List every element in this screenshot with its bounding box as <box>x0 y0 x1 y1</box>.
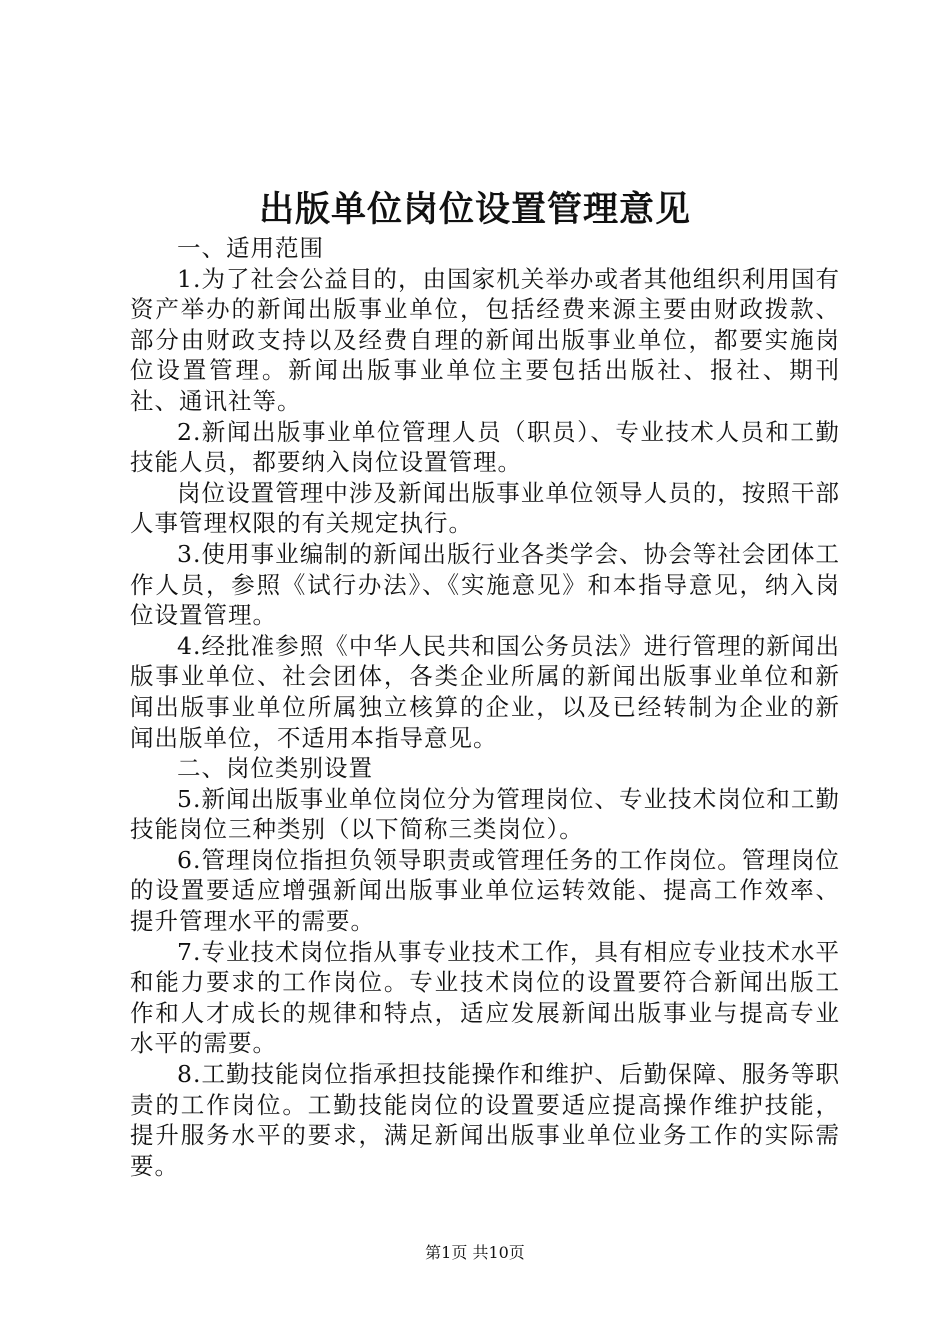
document-body <box>130 233 840 1181</box>
paragraph: 3.使用事业编制的新闻出版行业各类学会、协会等社会团体工作人员，参照《试行办法》、《实施意见》和本指导意见，纳入岗位设置管理。 <box>130 539 840 630</box>
paragraph: 5.新闻出版事业单位岗位分为管理岗位、专业技术岗位和工勤技能岗位三种类别（以下简称三类岗位）。 <box>130 784 840 844</box>
paragraph: 1.为了社会公益目的，由国家机关举办或者其他组织利用国有资产举办的新闻出版事业单位，包括经费来源主要由财政拨款、部分由财政支持以及经费自理的新闻出版事业单位，都要实施岗位设置管理。新闻出版事业单位主要包括出版社、报社、期刊社、通讯社等。 <box>130 264 840 415</box>
page-title: 出版单位岗位设置管理意见 <box>258 189 691 230</box>
paragraph: 8.工勤技能岗位指承担技能操作和维护、后勤保障、服务等职责的工作岗位。工勤技能岗位的设置要适应提高操作维护技能，提升服务水平的要求，满足新闻出版事业单位业务工作的实际需要。 <box>130 1060 840 1180</box>
page-footer: 第1页 共10页 <box>425 1243 525 1262</box>
paragraph: 岗位设置管理中涉及新闻出版事业单位领导人员的，按照干部人事管理权限的有关规定执行。 <box>130 478 840 538</box>
section-heading: 一、适用范围 <box>177 234 324 262</box>
paragraph: 7.专业技术岗位指从事专业技术工作，具有相应专业技术水平和能力要求的工作岗位。专业技术岗位的设置要符合新闻出版工作和人才成长的规律和特点，适应发展新闻出版事业与提高专业水平的需要。 <box>130 937 840 1058</box>
paragraph: 4.经批准参照《中华人民共和国公务员法》进行管理的新闻出版事业单位、社会团体，各类企业所属的新闻出版事业单位和新闻出版事业单位所属独立核算的企业，以及已经转制为企业的新闻出版单位，不适用本指导意见。 <box>130 631 840 752</box>
paragraph: 6.管理岗位指担负领导职责或管理任务的工作岗位。管理岗位的设置要适应增强新闻出版事业单位运转效能、提高工作效率、提升管理水平的需要。 <box>130 845 840 936</box>
section-heading: 二、岗位类别设置 <box>177 754 373 783</box>
paragraph: 2.新闻出版事业单位管理人员（职员）、专业技术人员和工勤技能人员，都要纳入岗位设置管理。 <box>130 417 840 477</box>
